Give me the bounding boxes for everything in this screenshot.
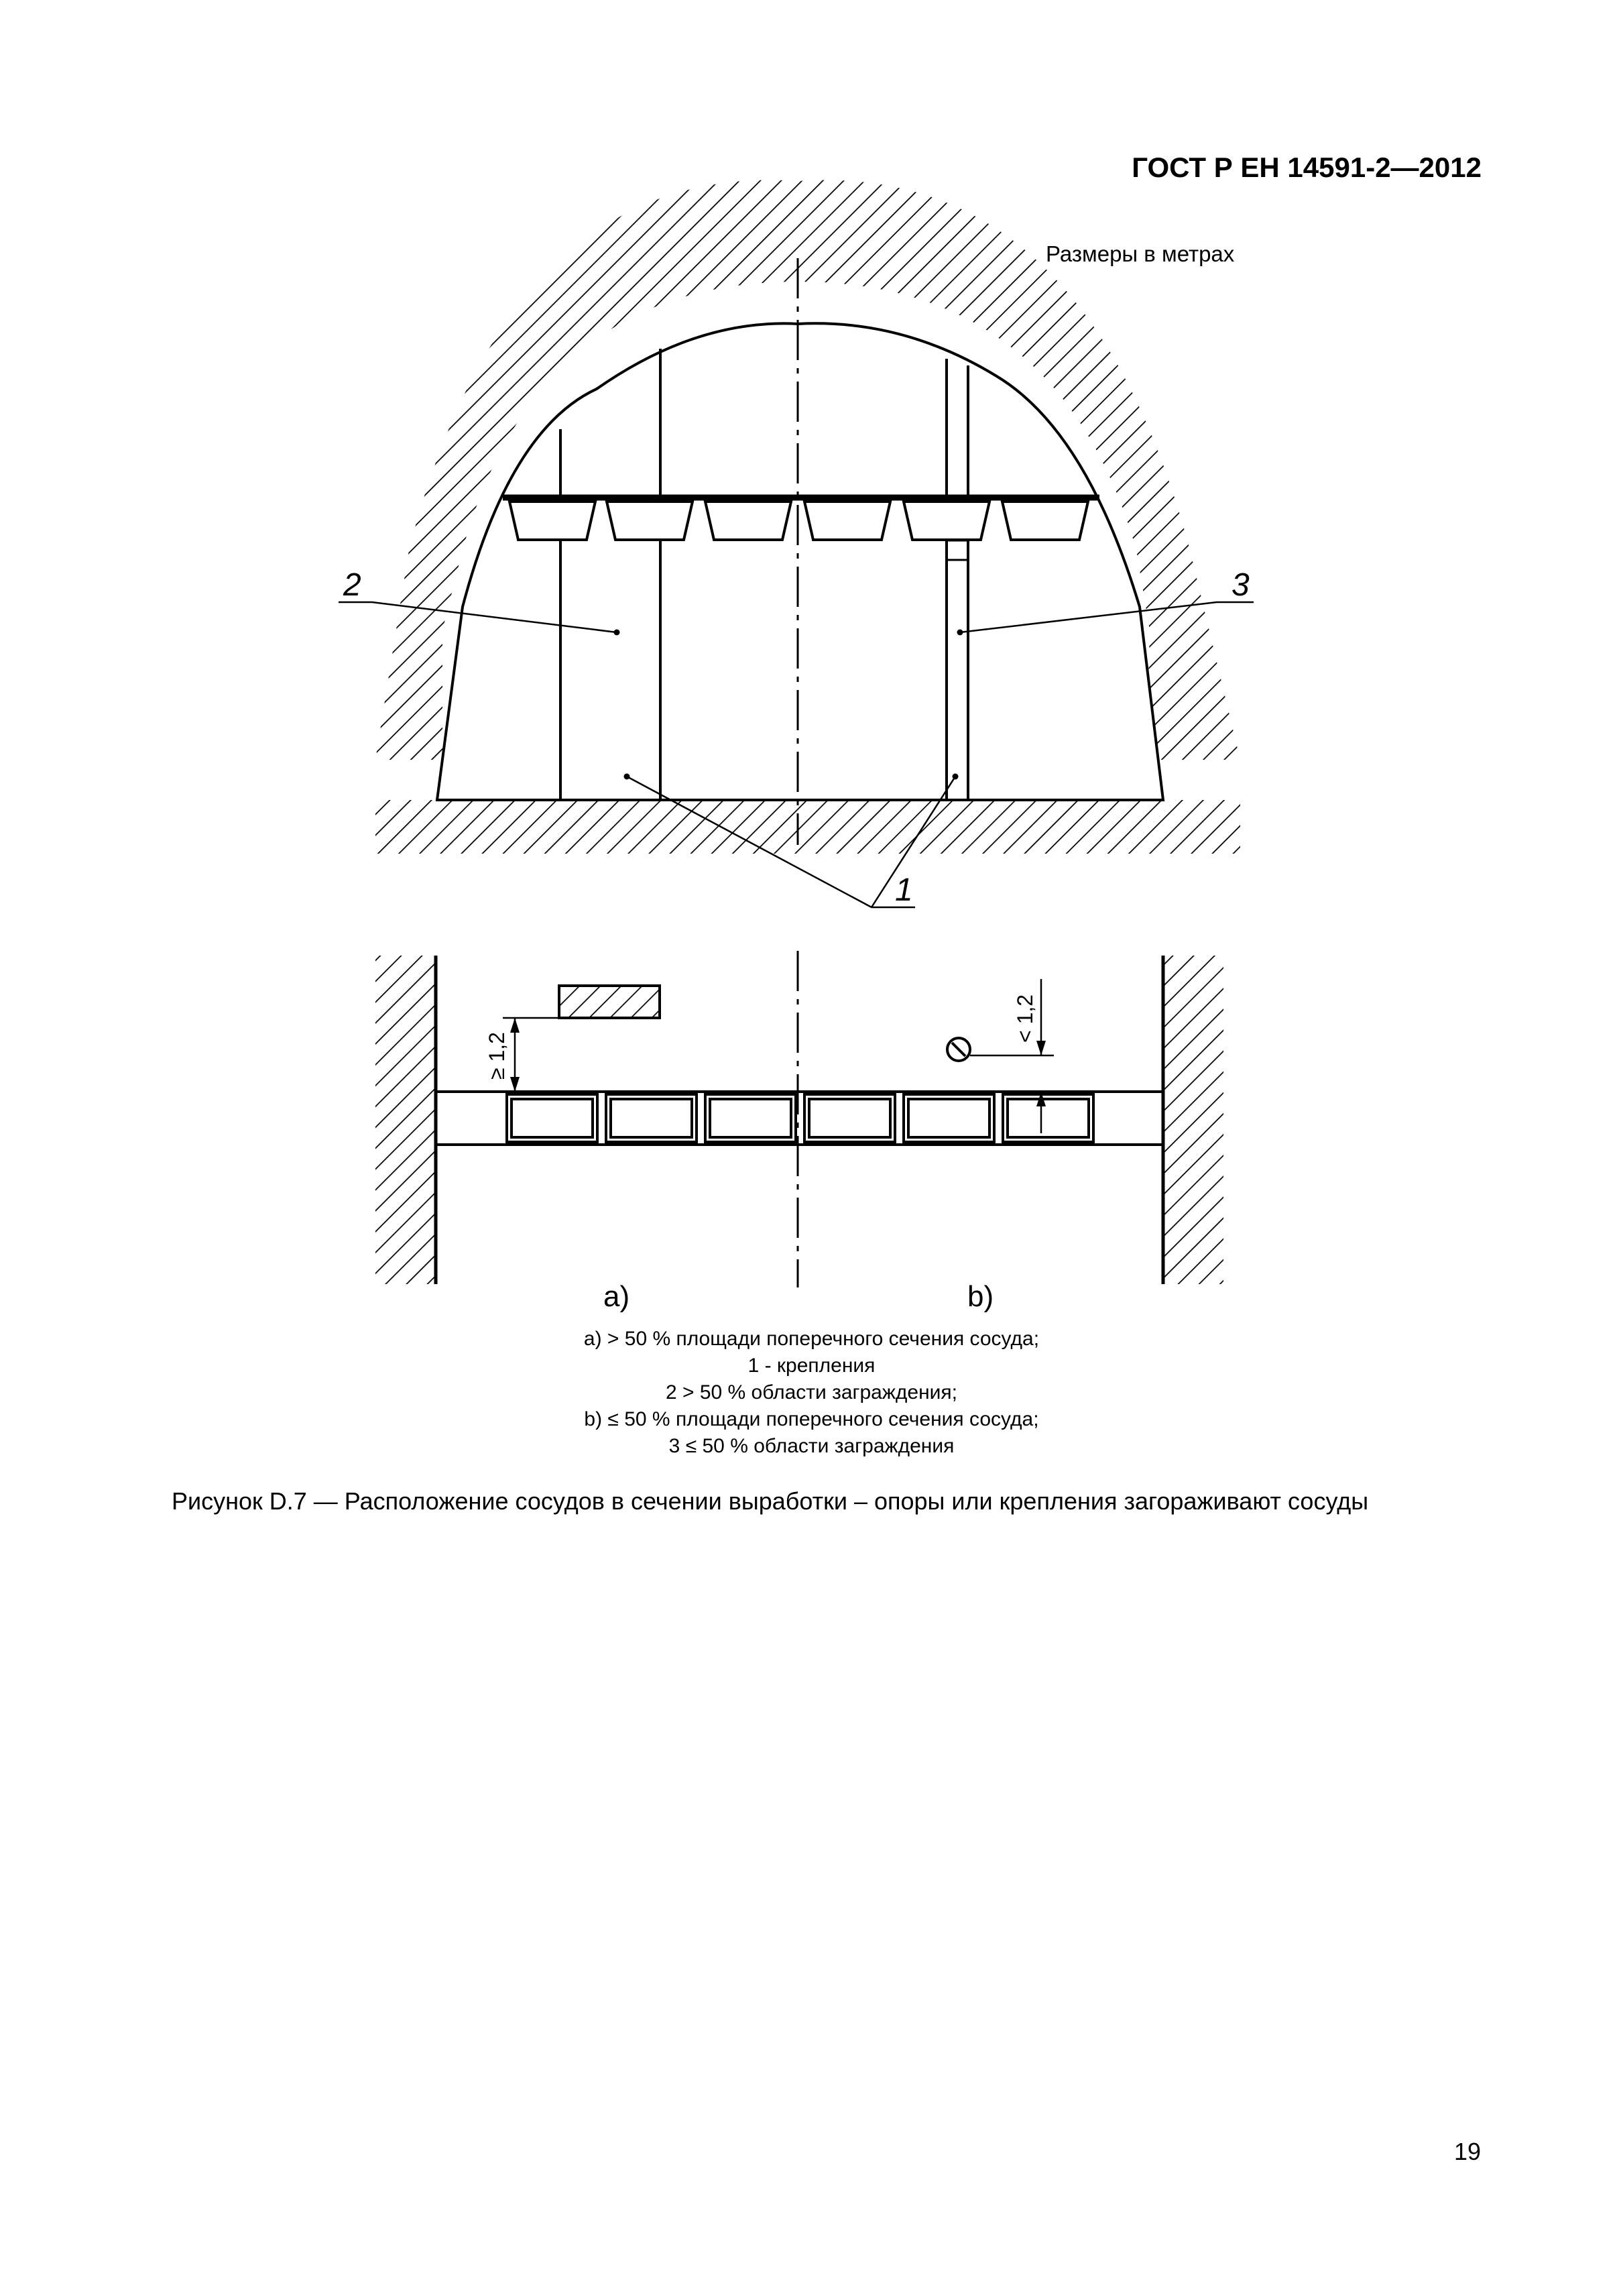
callout-1: 1 bbox=[895, 872, 913, 908]
figure-caption: Рисунок D.7 — Расположение сосудов в сечении выработки – опоры или крепления загораживают сосуды bbox=[172, 1487, 1369, 1515]
dim-a-arrow-top bbox=[510, 1018, 520, 1033]
subfigure-label-b: b) bbox=[967, 1280, 994, 1313]
callout-2: 2 bbox=[343, 567, 361, 603]
legend-line: 1 - крепления bbox=[747, 1355, 876, 1377]
tunnel-cross-section bbox=[339, 180, 1254, 908]
dim-b-label: < 1,2 bbox=[1013, 994, 1037, 1043]
legend-line: a) > 50 % площади поперечного сечения сосуда; bbox=[583, 1328, 1040, 1350]
cable-tray bbox=[705, 502, 791, 540]
cable-tray bbox=[904, 502, 989, 540]
dim-a-arrow-bottom bbox=[510, 1077, 520, 1092]
subfigure-label-a: a) bbox=[603, 1280, 630, 1313]
support-b-section bbox=[947, 1038, 970, 1061]
callout-3: 3 bbox=[1231, 567, 1250, 603]
legend-line: 3 ≤ 50 % области заграждения bbox=[668, 1435, 955, 1457]
support-a-section bbox=[559, 986, 660, 1018]
legend-line: b) ≤ 50 % площади поперечного сечения сосуда; bbox=[584, 1408, 1039, 1430]
cable-tray bbox=[607, 502, 693, 540]
plan-view bbox=[375, 951, 1223, 1313]
dim-b-arrow-top bbox=[1036, 1041, 1046, 1055]
legend-line: 2 > 50 % области заграждения; bbox=[665, 1381, 958, 1403]
cable-tray bbox=[509, 502, 595, 540]
cable-tray bbox=[804, 502, 890, 540]
wall-left-hatching bbox=[375, 956, 436, 1284]
rock-hatching-floor bbox=[375, 800, 1240, 854]
tray-segments bbox=[507, 1094, 1093, 1142]
tunnel-profile bbox=[437, 323, 1163, 800]
wall-right-hatching bbox=[1163, 956, 1223, 1284]
units-note: Размеры в метрах bbox=[1046, 241, 1235, 266]
figure-legend bbox=[0, 1326, 1623, 1460]
page-number: 19 bbox=[1453, 2138, 1481, 2165]
dim-a-label: ≥ 1,2 bbox=[485, 1032, 509, 1080]
cable-tray bbox=[1002, 502, 1088, 540]
standard-code: ГОСТ Р ЕН 14591-2—2012 bbox=[1132, 152, 1482, 183]
